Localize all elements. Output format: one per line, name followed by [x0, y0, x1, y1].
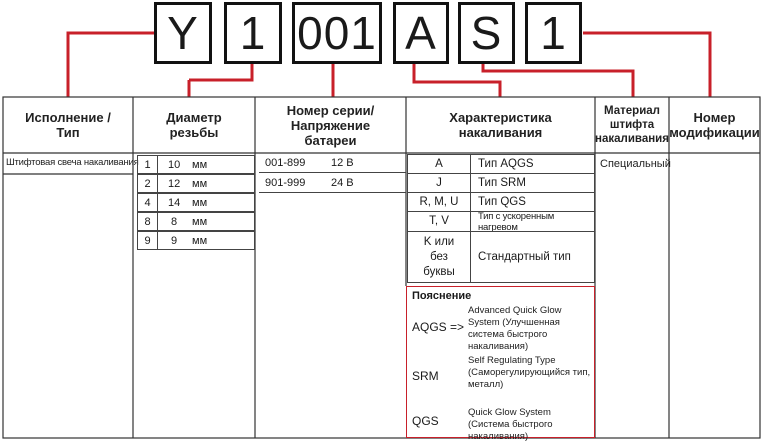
- legend-abbr-srm: SRM: [412, 369, 439, 383]
- characteristic-code: T, V: [408, 212, 471, 231]
- characteristic-code: R, M, U: [408, 193, 471, 211]
- diameter-code: 1: [138, 156, 158, 173]
- legend-abbr-aqgs: AQGS =>: [412, 320, 465, 334]
- header-characteristic: Характеристика накаливания: [449, 110, 552, 140]
- series-range: 901-999: [265, 177, 306, 189]
- code-box-type: Y: [154, 2, 212, 64]
- characteristic-code: K или без буквы: [408, 232, 471, 282]
- code-box-series: 001: [292, 2, 382, 64]
- series-voltage: 24 В: [331, 177, 354, 189]
- characteristic-code: J: [408, 174, 471, 192]
- series-range: 001-899: [265, 157, 306, 169]
- material-value: Специальный: [600, 158, 671, 170]
- diameter-code: 9: [138, 232, 158, 249]
- diameter-row: [137, 231, 255, 250]
- diameter-code: 2: [138, 175, 158, 192]
- legend-desc-qgs: Quick Glow System (Система быстрого накаливания): [468, 407, 553, 441]
- diameter-unit: мм: [192, 215, 208, 228]
- diameter-row: [137, 155, 255, 174]
- diameter-row: [137, 212, 255, 231]
- code-box-modification: 1: [525, 2, 582, 64]
- diameter-value: 14: [168, 196, 181, 209]
- diameter-value: 8: [171, 215, 178, 228]
- diameter-unit: мм: [192, 234, 208, 247]
- characteristic-code: A: [408, 155, 471, 173]
- legend-title: Пояснение: [412, 290, 472, 302]
- characteristic-desc: Тип с ускоренным нагревом: [478, 210, 555, 233]
- header-type: Исполнение / Тип: [25, 110, 111, 140]
- characteristic-desc: Тип QGS: [478, 196, 526, 208]
- diameter-value: 12: [168, 177, 181, 190]
- characteristic-row: [407, 192, 595, 212]
- diameter-code: 4: [138, 194, 158, 211]
- diameter-unit: мм: [192, 158, 208, 171]
- header-modification: Номер модификации: [669, 110, 760, 140]
- legend-box: [406, 286, 595, 441]
- characteristic-row: [407, 211, 595, 232]
- legend-desc-aqgs: Advanced Quick Glow System (Улучшенная система быстрого накаливания): [468, 305, 562, 352]
- characteristic-row: [407, 154, 595, 174]
- characteristic-desc: Тип AQGS: [478, 158, 534, 170]
- type-value: Штифтовая свеча накаливания: [6, 157, 139, 168]
- code-box-characteristic: A: [393, 2, 449, 64]
- diameter-value: 9: [171, 234, 178, 247]
- legend-desc-srm: Self Regulating Type (Саморегулирующийся тип, металл): [468, 355, 591, 390]
- diameter-row: [137, 174, 255, 193]
- diameter-unit: мм: [192, 196, 208, 209]
- diameter-unit: мм: [192, 177, 208, 190]
- characteristic-desc: Стандартный тип: [478, 251, 571, 263]
- series-voltage: 12 В: [331, 157, 354, 169]
- legend-abbr-qgs: QGS: [412, 414, 439, 428]
- diameter-value: 10: [168, 158, 181, 171]
- code-box-material: S: [458, 2, 515, 64]
- diameter-row: [137, 193, 255, 212]
- code-box-diameter: 1: [224, 2, 282, 64]
- header-diameter: Диаметр резьбы: [166, 110, 222, 140]
- series-row: [259, 154, 406, 173]
- header-series: Номер серии/ Напряжение батареи: [286, 102, 375, 148]
- characteristic-row: [407, 173, 595, 193]
- characteristic-desc: Тип SRM: [478, 177, 526, 189]
- characteristic-row: [407, 231, 595, 283]
- header-material: Материал штифта накаливания: [595, 105, 669, 145]
- series-row: [259, 174, 406, 193]
- diameter-code: 8: [138, 213, 158, 230]
